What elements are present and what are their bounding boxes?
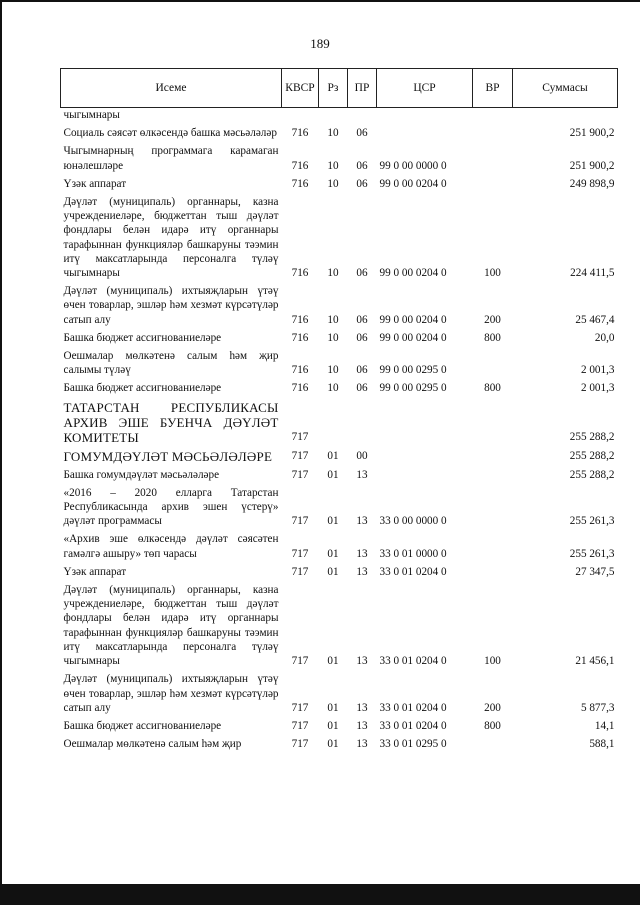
table-row bbox=[61, 108, 618, 125]
cell-pr: 06 bbox=[356, 382, 368, 395]
cell-name: Дәүләт (муниципаль) ихтыяҗларын үтәү өчен товарлар, эшләр һәм хезмәт күрсәтүләр сатып алу bbox=[63, 673, 279, 714]
cell-vr bbox=[473, 447, 513, 466]
cell-kvsr: 717 bbox=[291, 655, 309, 668]
table-body bbox=[61, 108, 618, 754]
cell-pr: 06 bbox=[356, 177, 368, 190]
cell-sum bbox=[513, 108, 618, 125]
cell-kvsr: 717 bbox=[291, 565, 309, 578]
table-row bbox=[61, 175, 618, 193]
cell-sum: 249 898,9 bbox=[569, 177, 615, 190]
cell-name: Башка гомумдәүләт мәсьәләләре bbox=[63, 468, 220, 481]
scan-edge-left bbox=[0, 0, 2, 905]
cell-rz: 10 bbox=[327, 331, 339, 344]
cell-rz bbox=[319, 398, 348, 447]
cell-name: чыгымнары bbox=[63, 109, 120, 121]
table-row bbox=[61, 717, 618, 735]
cell-rz: 10 bbox=[327, 382, 339, 395]
cell-csr: 99 0 00 0204 0 bbox=[379, 177, 447, 190]
cell-sum: 251 900,2 bbox=[569, 127, 615, 140]
cell-pr: 13 bbox=[356, 468, 368, 481]
cell-name: Дәүләт (муниципаль) органнары, казна учреждениеләре, бюджеттан тыш дәүләт фондлары белән идарә итү органнары тарафыннан функцияләр башкаруны тәэмин итү максатларында персоналга түләү чыгымнары bbox=[63, 196, 279, 280]
cell-vr bbox=[473, 142, 513, 174]
cell-kvsr: 717 bbox=[291, 515, 309, 528]
cell-rz: 10 bbox=[327, 267, 339, 280]
cell-kvsr: 716 bbox=[291, 382, 309, 395]
cell-name: Дәүләт (муниципаль) ихтыяҗларын үтәү өчен товарлар, эшләр һәм хезмәт күрсәтүләр сатып алу bbox=[63, 285, 279, 326]
cell-pr: 13 bbox=[356, 515, 368, 528]
cell-csr: 99 0 00 0204 0 bbox=[379, 313, 447, 326]
cell-name: «2016 – 2020 елларга Татарстан Республикасында архив эшен үстерү» дәүләт программасы bbox=[63, 486, 279, 528]
cell-pr: 06 bbox=[356, 331, 368, 344]
cell-sum: 14,1 bbox=[594, 719, 615, 732]
cell-csr: 33 0 01 0000 0 bbox=[379, 547, 447, 560]
cell-name: Оешмалар мөлкәтенә салым һәм җир салымы түләү bbox=[63, 350, 279, 377]
cell-csr: 99 0 00 0000 0 bbox=[379, 159, 447, 172]
cell-csr: 99 0 00 0295 0 bbox=[379, 364, 447, 377]
cell-sum: 255 288,2 bbox=[569, 468, 615, 481]
cell-pr: 13 bbox=[356, 655, 368, 668]
cell-vr bbox=[473, 735, 513, 753]
cell-csr: 33 0 01 0295 0 bbox=[379, 738, 447, 751]
cell-vr: 100 bbox=[484, 655, 501, 668]
cell-kvsr: 716 bbox=[291, 331, 309, 344]
cell-vr bbox=[473, 347, 513, 379]
cell-vr bbox=[473, 124, 513, 142]
table-row bbox=[61, 735, 618, 753]
cell-sum: 255 261,3 bbox=[569, 515, 615, 528]
cell-vr: 800 bbox=[484, 331, 501, 344]
cell-vr: 800 bbox=[484, 382, 501, 395]
cell-csr: 33 0 01 0204 0 bbox=[379, 655, 447, 668]
cell-pr: 13 bbox=[356, 547, 368, 560]
cell-kvsr: 717 bbox=[291, 450, 309, 463]
cell-vr bbox=[473, 175, 513, 193]
cell-name: Башка бюджет ассигнованиеләре bbox=[63, 331, 222, 344]
cell-kvsr: 716 bbox=[291, 159, 309, 172]
cell-rz: 01 bbox=[327, 719, 339, 732]
cell-vr bbox=[473, 466, 513, 484]
cell-kvsr: 717 bbox=[291, 719, 309, 732]
cell-sum: 588,1 bbox=[589, 738, 615, 751]
cell-vr: 200 bbox=[484, 313, 501, 326]
cell-pr: 06 bbox=[356, 127, 368, 140]
table-row bbox=[61, 563, 618, 581]
cell-pr: 06 bbox=[356, 159, 368, 172]
cell-kvsr: 716 bbox=[291, 177, 309, 190]
cell-kvsr: 716 bbox=[291, 127, 309, 140]
cell-csr: 33 0 00 0000 0 bbox=[379, 515, 447, 528]
cell-name: ТАТАРСТАН РЕСПУБЛИКАСЫ АРХИВ ЭШЕ БУЕНЧА ДӘҮЛӘТ КОМИТЕТЫ bbox=[63, 399, 279, 445]
cell-name: Оешмалар мөлкәтенә салым һәм җир bbox=[63, 738, 242, 751]
header-name: Исеме bbox=[61, 69, 282, 108]
cell-pr: 06 bbox=[356, 267, 368, 280]
cell-vr: 800 bbox=[484, 719, 501, 732]
cell-sum: 25 467,4 bbox=[575, 313, 615, 326]
cell-pr: 13 bbox=[356, 719, 368, 732]
cell-csr: 99 0 00 0204 0 bbox=[379, 331, 447, 344]
cell-csr bbox=[377, 447, 473, 466]
cell-pr: 13 bbox=[356, 738, 368, 751]
cell-csr bbox=[377, 124, 473, 142]
cell-kvsr: 717 bbox=[291, 547, 309, 560]
cell-kvsr: 716 bbox=[291, 364, 309, 377]
table-row bbox=[61, 398, 618, 447]
cell-rz: 10 bbox=[327, 159, 339, 172]
cell-name: Дәүләт (муниципаль) органнары, казна учреждениеләре, бюджеттан тыш дәүләт фондлары белән идарә итү органнары тарафыннан функцияләр башкаруны тәэмин итү максатларында персоналга түләү чыгымнары bbox=[63, 584, 279, 668]
cell-name: Башка бюджет ассигнованиеләре bbox=[63, 382, 222, 395]
cell-csr: 33 0 01 0204 0 bbox=[379, 565, 447, 578]
cell-vr bbox=[473, 563, 513, 581]
cell-sum: 5 877,3 bbox=[580, 701, 615, 714]
table-row bbox=[61, 530, 618, 562]
table-header-row bbox=[61, 69, 618, 108]
cell-pr: 13 bbox=[356, 565, 368, 578]
cell-pr: 06 bbox=[356, 313, 368, 326]
cell-csr: 33 0 01 0204 0 bbox=[379, 701, 447, 714]
cell-pr bbox=[348, 398, 377, 447]
cell-pr: 06 bbox=[356, 364, 368, 377]
cell-rz: 01 bbox=[327, 450, 339, 463]
scan-edge-bottom bbox=[0, 884, 640, 905]
cell-sum: 255 288,2 bbox=[569, 431, 615, 444]
page-number: 189 bbox=[310, 36, 330, 51]
cell-rz: 01 bbox=[327, 515, 339, 528]
cell-kvsr: 716 bbox=[291, 267, 309, 280]
cell-sum: 255 288,2 bbox=[569, 450, 615, 463]
scan-edge-top bbox=[0, 0, 640, 2]
cell-name: «Архив эше өлкәсендә дәүләт сәясәтен гамәлгә ашыру» төп чарасы bbox=[63, 533, 279, 560]
table-row bbox=[61, 282, 618, 329]
cell-sum: 21 456,1 bbox=[575, 655, 615, 668]
cell-csr: 33 0 01 0204 0 bbox=[379, 719, 447, 732]
cell-kvsr: 717 bbox=[291, 468, 309, 481]
table-row bbox=[61, 379, 618, 397]
cell-vr bbox=[473, 398, 513, 447]
budget-table bbox=[60, 68, 618, 753]
cell-sum: 255 261,3 bbox=[569, 547, 615, 560]
cell-rz: 01 bbox=[327, 701, 339, 714]
cell-rz: 10 bbox=[327, 313, 339, 326]
table-row bbox=[61, 193, 618, 282]
table-row bbox=[61, 581, 618, 670]
cell-name: ГОМУМДӘҮЛӘТ МӘСЬӘЛӘЛӘРЕ bbox=[63, 448, 273, 464]
header-csr: ЦСР bbox=[377, 69, 473, 108]
cell-kvsr bbox=[282, 108, 319, 125]
cell-csr bbox=[377, 108, 473, 125]
header-pr: ПР bbox=[348, 69, 377, 108]
cell-sum: 27 347,5 bbox=[575, 565, 615, 578]
cell-sum: 251 900,2 bbox=[569, 159, 615, 172]
cell-kvsr: 717 bbox=[291, 738, 309, 751]
table-row bbox=[61, 484, 618, 531]
header-vr: ВР bbox=[473, 69, 513, 108]
cell-vr bbox=[473, 484, 513, 531]
table-row bbox=[61, 329, 618, 347]
cell-name: Башка бюджет ассигнованиеләре bbox=[63, 719, 222, 732]
cell-csr: 99 0 00 0204 0 bbox=[379, 267, 447, 280]
cell-vr: 100 bbox=[484, 267, 501, 280]
cell-csr bbox=[377, 398, 473, 447]
cell-vr bbox=[473, 108, 513, 125]
cell-pr: 13 bbox=[356, 701, 368, 714]
cell-kvsr: 716 bbox=[291, 313, 309, 326]
cell-rz: 01 bbox=[327, 547, 339, 560]
cell-kvsr: 717 bbox=[291, 431, 309, 444]
cell-name: Үзәк аппарат bbox=[63, 177, 127, 190]
cell-rz: 01 bbox=[327, 565, 339, 578]
header-sum: Суммасы bbox=[513, 69, 618, 108]
cell-csr: 99 0 00 0295 0 bbox=[379, 382, 447, 395]
cell-rz: 01 bbox=[327, 738, 339, 751]
cell-sum: 224 411,5 bbox=[570, 267, 615, 280]
header-kvsr: КВСР bbox=[282, 69, 319, 108]
cell-vr: 200 bbox=[484, 701, 501, 714]
cell-rz: 01 bbox=[327, 468, 339, 481]
table-row bbox=[61, 124, 618, 142]
cell-rz: 01 bbox=[327, 655, 339, 668]
cell-name: Социаль сәясәт өлкәсендә башка мәсьәләләр bbox=[63, 127, 277, 140]
cell-sum: 2 001,3 bbox=[580, 364, 615, 377]
header-rz: Рз bbox=[319, 69, 348, 108]
table-row bbox=[61, 670, 618, 717]
cell-rz: 10 bbox=[327, 364, 339, 377]
cell-rz bbox=[319, 108, 348, 125]
cell-rz: 10 bbox=[327, 127, 339, 140]
cell-name: Чыгымнарның программага карамаган юнәлешләре bbox=[63, 145, 279, 172]
cell-csr bbox=[377, 466, 473, 484]
cell-rz: 10 bbox=[327, 177, 339, 190]
table-row bbox=[61, 142, 618, 174]
cell-pr: 00 bbox=[356, 450, 368, 463]
cell-pr bbox=[348, 108, 377, 125]
cell-sum: 2 001,3 bbox=[580, 382, 615, 395]
table-row bbox=[61, 447, 618, 466]
cell-kvsr: 717 bbox=[291, 701, 309, 714]
table-row bbox=[61, 347, 618, 379]
cell-name: Үзәк аппарат bbox=[63, 565, 127, 578]
cell-sum: 20,0 bbox=[594, 331, 615, 344]
cell-vr bbox=[473, 530, 513, 562]
table-row bbox=[61, 466, 618, 484]
